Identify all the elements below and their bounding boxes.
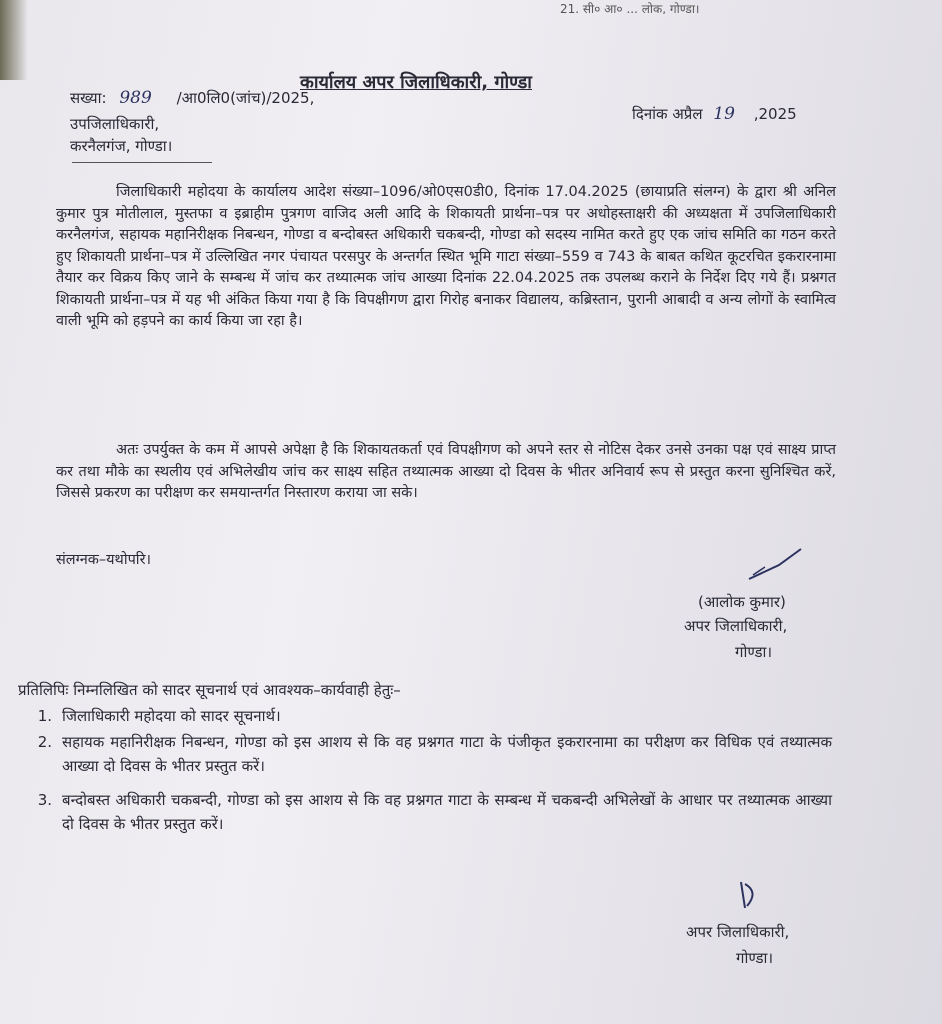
signature-initial — [735, 878, 765, 914]
recipient-title: उपजिलाधिकारी, — [70, 115, 160, 133]
previous-page-edge: 21. सी० आ० ... लोक, गोण्डा। — [560, 2, 700, 14]
signature-mark — [745, 545, 805, 585]
item-number: 1. — [37, 707, 52, 725]
letter-number: सख्या: 989 /आ0लि0(जांच)/2025, — [70, 88, 315, 108]
item-number: 3. — [37, 791, 52, 809]
body-paragraph-1: जिलाधिकारी महोदया के कार्यालय आदेश संख्या–1096/ओ0एस0डी0, दिनांक 17.04.2025 (छायाप्रति संलग्न) के द्वारा श्री अनिल कुमार पुत्र मोतीलाल, मुस्तफा व इब्राहीम पुत्रगण वाजिद अली आदि के शिकायती प्रार्थना–पत्र पर अधोहस्ताक्षरी की अध्यक्षता में उपजिलाधिकारी करनैलगंज, सहायक महानिरीक्षक निबन्धन, गोण्डा व बन्दोबस्त अधिकारी चकबन्दी, गोण्डा को सदस्य नामित करते हुए एक जांच समिति का गठन करते हुए शिकायती प्रार्थना–पत्र में उल्लिखित नगर पंचायत परसपुर के अन्तर्गत स्थित भूमि गाटा संख्या–559 व 743 के बाबत कथित कूटरचित इकरारनामा तैयार कर विक्रय किए जाने के सम्बन्ध में जांच कर तथ्यात्मक जांच आख्या दिनांक 22.04.2025 तक उपलब्ध कराने के निर्देश दिए गये हैं। प्रश्नगत शिकायती प्रार्थना–पत्र में यह भी अंकित किया गया है कि विपक्षीगण द्वारा गिरोह बनाकर विद्यालय, कब्रिस्तान, पुरानी आबादी व अन्य लोगों के स्वामित्व वाली भूमि को हड़पने का कार्य किया जा रहा है। — [56, 184, 836, 329]
signatory-location: गोण्डा। — [735, 643, 773, 661]
item-text: सहायक महानिरीक्षक निबन्धन, गोण्डा को इस आशय से कि वह प्रश्नगत गाटा के पंजीकृत इकरारनामा का परीक्षण कर विधिक एवं तथ्यात्मक आख्या दो दिवस के भीतर प्रस्तुत करें। — [62, 733, 832, 775]
recipient-location: करनैलगंज, गोण्डा। — [70, 137, 173, 155]
item-text: बन्दोबस्त अधिकारी चकबन्दी, गोण्डा को इस आशय से कि वह प्रश्नगत गाटा के सम्बन्ध में चकबन्दी अभिलेखों के आधार पर तथ्यात्मक आख्या दो दिवस के भीतर प्रस्तुत करें। — [62, 791, 832, 833]
copy-heading: प्रतिलिपिः निम्नलिखित को सादर सूचनार्थ एवं आवश्यक–कार्यवाही हेतुः– — [18, 681, 401, 699]
signatory2-location: गोण्डा। — [736, 949, 774, 967]
letter-date: दिनांक अप्रैल 19 ,2025 — [632, 104, 797, 124]
item-number: 2. — [37, 733, 52, 751]
office-title: कार्यालय अपर जिलाधिकारी, गोण्डा — [300, 72, 532, 93]
body-paragraph-2: अतः उपर्युक्त के कम में आपसे अपेक्षा है कि शिकायतकर्ता एवं विपक्षीगण को अपने स्तर से नोटिस देकर उनसे उनका पक्ष एवं साक्ष्य प्राप्त कर तथा मौके का स्थलीय एवं अभिलेखीय जांच कर साक्ष्य सहित तथ्यात्मक आख्या दो दिवस के भीतर अनिवार्य रूप से प्रस्तुत करना सुनिश्चित करें, जिससे प्रकरण का परीक्षण कर समयान्तर्गत निस्तारण कराया जा सके। — [56, 442, 836, 501]
signatory-name: (आलोक कुमार) — [698, 593, 786, 611]
signatory-designation: अपर जिलाधिकारी, — [684, 617, 788, 635]
signatory2-designation: अपर जिलाधिकारी, — [686, 923, 790, 941]
copy-item-3 — [28, 788, 838, 840]
item-text: जिलाधिकारी महोदया को सादर सूचनार्थ। — [62, 707, 281, 725]
divider-line — [72, 162, 212, 163]
copy-item-2 — [28, 730, 838, 782]
enclosure-note: संलग्नक–यथोपरि। — [56, 552, 151, 568]
page-shadow — [0, 0, 28, 80]
